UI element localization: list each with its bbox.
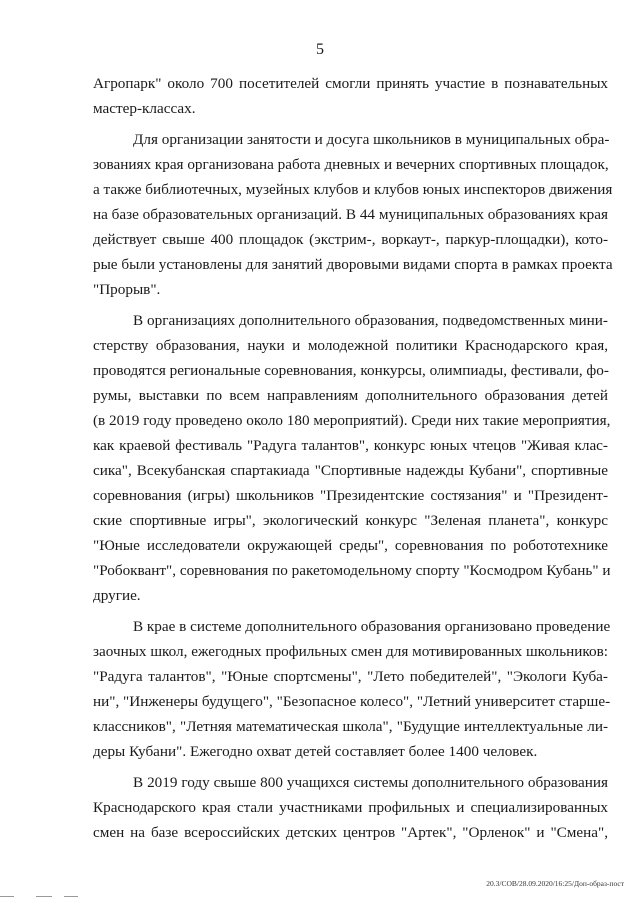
text-line: В организациях дополнительного образования, подведомственных мини- xyxy=(133,312,608,329)
text-line: ни", "Инженеры будущего", "Безопасное колесо", "Летний университет старше- xyxy=(93,693,611,710)
text-line: Для организации занятости и досуга школьников в муниципальных обра- xyxy=(133,131,610,148)
text-line: а также библиотечных, музейных клубов и клубов юных инспекторов движения xyxy=(93,181,613,198)
text-line: мастер-классах. xyxy=(93,100,196,117)
text-line: Агропарк" около 700 посетителей смогли принять участие в познавательных xyxy=(93,75,608,92)
text-line: зованиях края организована работа дневных и вечерних спортивных площадок, xyxy=(93,156,609,173)
text-line: сика", Всекубанская спартакиада "Спортивные надежды Кубани", спортивные xyxy=(93,462,608,479)
text-line: соревнования (игры) школьников "Президентские состязания" и "Президент- xyxy=(93,487,608,504)
text-line: как краевой фестиваль "Радуга талантов", конкурс юных чтецов "Живая клас- xyxy=(93,437,608,454)
text-line: на базе образовательных организаций. В 44 муниципальных образованиях края xyxy=(93,206,608,223)
scan-mark xyxy=(64,896,78,897)
text-line: Краснодарского края стали участниками профильных и специализированных xyxy=(93,799,608,816)
text-line: рые были установлены для занятий дворовыми видами спорта в рамках проекта xyxy=(93,256,613,273)
text-line: проводятся региональные соревнования, конкурсы, олимпиады, фестивали, фо- xyxy=(93,362,609,379)
text-line: "Юные исследователи окружающей среды", соревнования по робототехнике xyxy=(93,537,608,554)
text-line: В крае в системе дополнительного образования организовано проведение xyxy=(133,618,611,635)
text-line: "Радуга талантов", "Юные спортсмены", "Лето победителей", "Экологи Куба- xyxy=(93,668,608,685)
scan-mark xyxy=(0,896,14,897)
text-line: смен на базе всероссийских детских центров "Артек", "Орленок" и "Смена", xyxy=(93,824,608,841)
text-line: другие. xyxy=(93,587,141,604)
text-line: стерству образования, науки и молодежной политики Краснодарского края, xyxy=(93,337,608,354)
scan-mark xyxy=(36,896,52,897)
footer-document-code: 20.3/СОВ/28.09.2020/16:25/Доп-образ-пост xyxy=(486,879,624,888)
text-line: В 2019 году свыше 800 учащихся системы дополнительного образования xyxy=(133,774,608,791)
text-line: заочных школ, ежегодных профильных смен для мотивированных школьников: xyxy=(93,643,608,660)
text-line: "Прорыв". xyxy=(93,281,161,298)
page-number: 5 xyxy=(316,41,324,58)
text-line: ские спортивные игры", экологический конкурс "Зеленая планета", конкурс xyxy=(93,512,608,529)
text-line: действует свыше 400 площадок (экстрим-, воркаут-, паркур-площадки), кото- xyxy=(93,231,608,248)
text-line: "Робоквант", соревнования по ракетомодельному спорту "Космодром Кубань" и xyxy=(93,562,611,579)
text-line: (в 2019 году проведено около 180 мероприятий). Среди них такие мероприятия, xyxy=(93,412,611,429)
text-line: деры Кубани". Ежегодно охват детей составляет более 1400 человек. xyxy=(93,743,538,760)
text-line: классников", "Летняя математическая школа", "Будущие интеллектуальные ли- xyxy=(93,718,608,735)
text-line: румы, выставки по всем направлениям дополнительного образования детей xyxy=(93,387,608,404)
